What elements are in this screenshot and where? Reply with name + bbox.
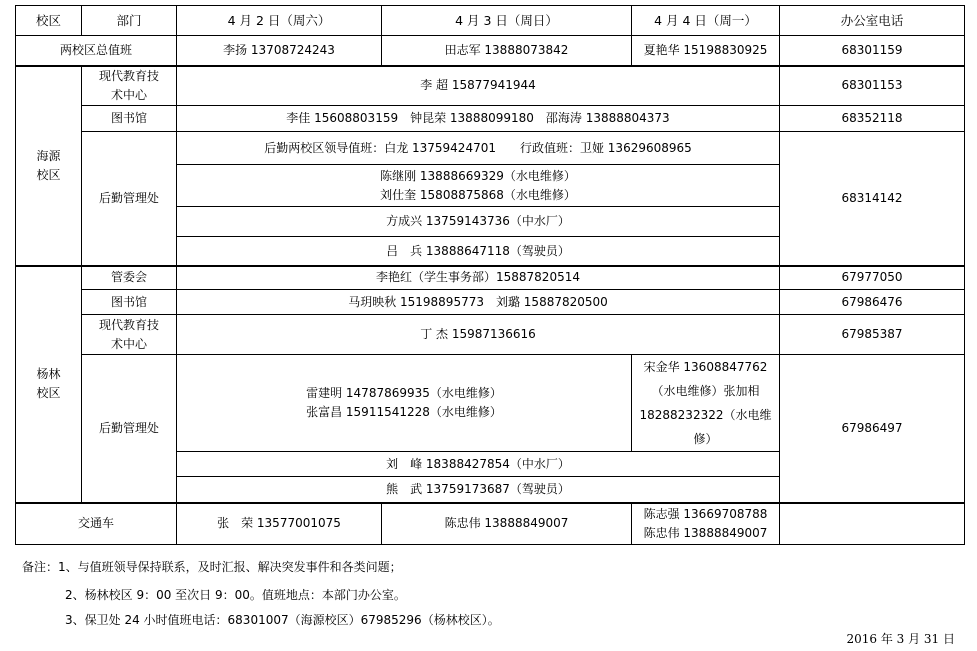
haiyuan-logistics-water-plant: 方成兴 13759143736（中水厂） [177, 207, 780, 237]
note-line-2: 2、杨林校区 9：00 至次日 9：00。值班地点：本部门办公室。 [65, 588, 406, 602]
yanglin-edu-tech-row [16, 315, 965, 355]
general-duty-day1: 李扬 13708724243 [177, 36, 382, 66]
yanglin-logistics-repair: 雷建明 14787869935（水电维修） 张富昌 15911541228（水电维修） [177, 355, 632, 452]
haiyuan-logistics-driver: 吕 兵 13888647118（驾驶员） [177, 237, 780, 266]
yanglin-logistics-water-plant: 刘 峰 18388427854（中水厂） [177, 452, 780, 477]
haiyuan-campus-label: 海源 校区 [16, 66, 82, 266]
document-date: 2016 年 3 月 31 日 [846, 632, 955, 646]
general-duty-row [16, 36, 965, 66]
shuttle-label: 交通车 [16, 503, 177, 545]
yanglin-logistics-phone: 67986497 [780, 355, 965, 503]
shuttle-phone [780, 503, 965, 545]
yanglin-library-row [16, 290, 965, 315]
yanglin-library-duty: 马玥映秋 15198895773 刘璐 15887820500 [177, 290, 780, 315]
yanglin-library-phone: 67986476 [780, 290, 965, 315]
haiyuan-edu-tech-phone: 68301153 [780, 66, 965, 106]
general-duty-day3: 夏艳华 15198830925 [632, 36, 780, 66]
shuttle-day3: 陈志强 13669708788 陈忠伟 13888849007 [632, 503, 780, 545]
general-duty-day2: 田志军 13888073842 [382, 36, 632, 66]
yanglin-committee-phone: 67977050 [780, 266, 965, 290]
yanglin-edu-tech-duty: 丁 杰 15987136616 [177, 315, 780, 355]
yanglin-logistics-label: 后勤管理处 [82, 355, 177, 503]
shuttle-row [16, 503, 965, 545]
yanglin-campus-label: 杨林 校区 [16, 266, 82, 503]
yanglin-logistics-repair-row [16, 355, 965, 452]
haiyuan-library-phone: 68352118 [780, 106, 965, 132]
shuttle-day1: 张 荣 13577001075 [177, 503, 382, 545]
yanglin-logistics-day3: 宋金华 13608847762 （水电维修）张加相 18288232322（水电维 修） [632, 355, 780, 452]
header-row [16, 6, 965, 36]
yanglin-edu-tech-phone: 67985387 [780, 315, 965, 355]
haiyuan-logistics-leaders: 后勤两校区领导值班：白龙 13759424701 行政值班：卫娅 13629608965 [177, 132, 780, 165]
yanglin-committee-row [16, 266, 965, 290]
haiyuan-library-duty: 李佳 15608803159 钟昆荣 13888099180 邵海涛 13888804373 [177, 106, 780, 132]
header-dept: 部门 [82, 6, 177, 36]
yanglin-edu-tech-label: 现代教育技 术中心 [82, 315, 177, 355]
general-duty-phone: 68301159 [780, 36, 965, 66]
duty-schedule-table [15, 5, 965, 545]
header-campus: 校区 [16, 6, 82, 36]
header-office-phone: 办公室电话 [780, 6, 965, 36]
haiyuan-logistics-repair: 陈继刚 13888669329（水电维修） 刘仕奎 15808875868（水电维修） [177, 165, 780, 207]
haiyuan-edu-tech-label: 现代教育技 术中心 [82, 66, 177, 106]
haiyuan-library-label: 图书馆 [82, 106, 177, 132]
header-day2: 4 月 3 日（周日） [382, 6, 632, 36]
yanglin-logistics-driver: 熊 武 13759173687（驾驶员） [177, 477, 780, 503]
note-line-1: 备注：1、与值班领导保持联系，及时汇报、解决突发事件和各类问题； [22, 560, 402, 574]
header-day1: 4 月 2 日（周六） [177, 6, 382, 36]
yanglin-committee-label: 管委会 [82, 266, 177, 290]
haiyuan-edu-tech-duty: 李 超 15877941944 [177, 66, 780, 106]
general-duty-label: 两校区总值班 [16, 36, 177, 66]
haiyuan-logistics-label: 后勤管理处 [82, 132, 177, 266]
haiyuan-edu-tech-row [16, 66, 965, 106]
header-day3: 4 月 4 日（周一） [632, 6, 780, 36]
yanglin-committee-duty: 李艳红（学生事务部）15887820514 [177, 266, 780, 290]
note-line-3: 3、保卫处 24 小时值班电话：68301007（海源校区）67985296（杨林校区）。 [65, 613, 500, 627]
shuttle-day2: 陈忠伟 13888849007 [382, 503, 632, 545]
haiyuan-logistics-leaders-row [16, 132, 965, 165]
yanglin-library-label: 图书馆 [82, 290, 177, 315]
haiyuan-library-row [16, 106, 965, 132]
haiyuan-logistics-phone: 68314142 [780, 132, 965, 266]
